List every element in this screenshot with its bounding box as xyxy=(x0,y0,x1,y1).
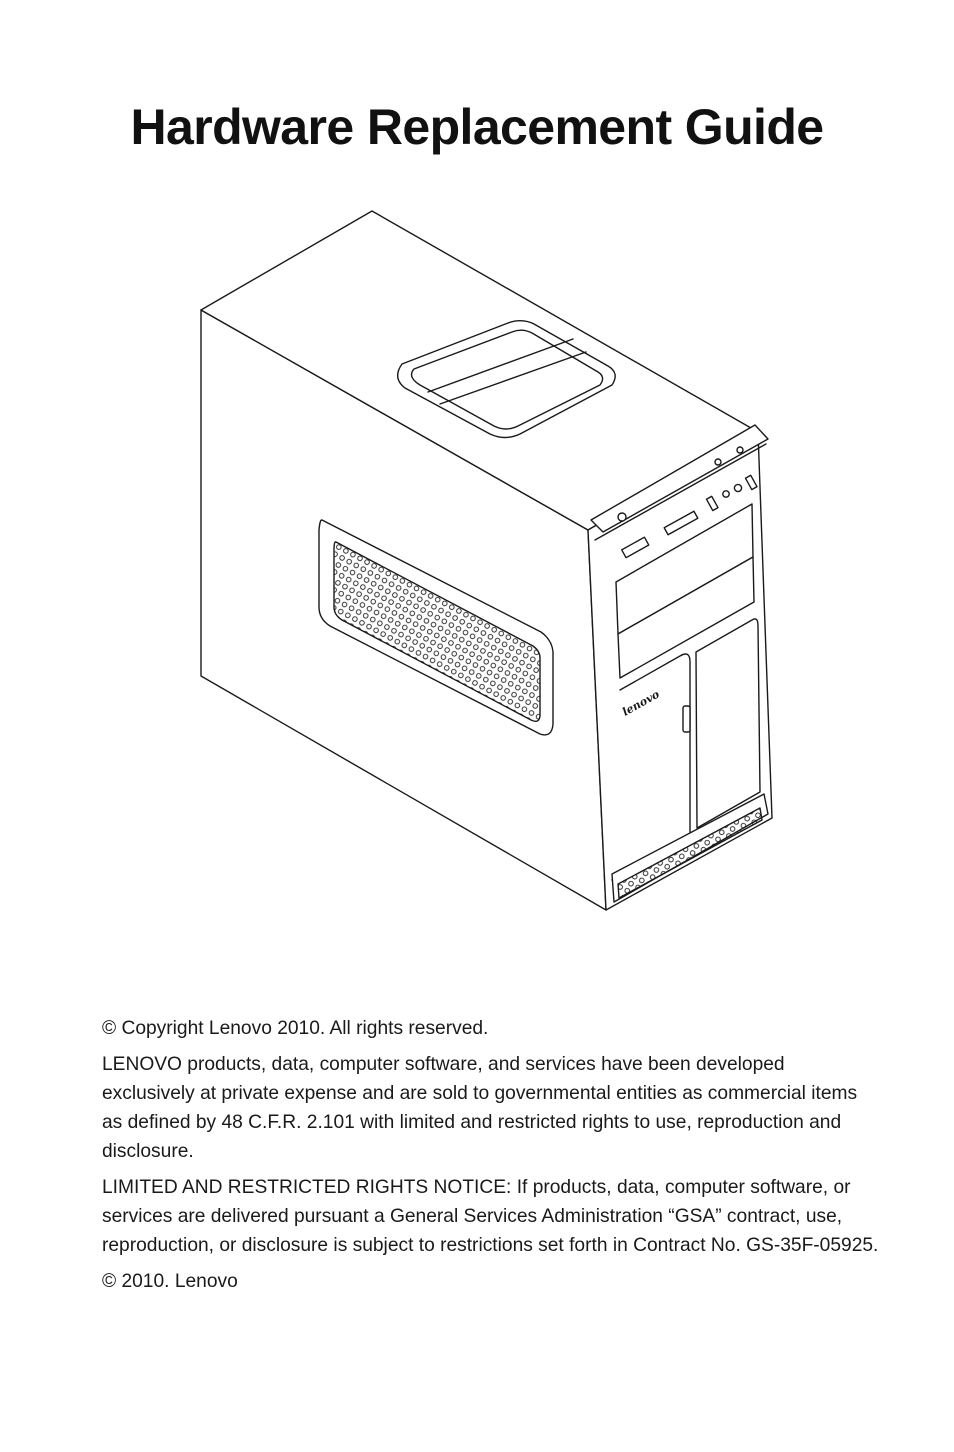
copyright-line: © Copyright Lenovo 2010. All rights reserved. xyxy=(102,1018,489,1039)
lenovo-logo: lenovo xyxy=(620,687,662,719)
restricted-rights-paragraph: LENOVO products, data, computer software, and services have been developed exclusively at private expense and are sold to governmental entities as commercial items as defined by 48 C.F.R. 2.101 with limited and restricted rights to use, reproduction and disclosure. xyxy=(102,1054,858,1162)
tower-computer-illustration xyxy=(190,205,780,920)
copyright-footer: © 2010. Lenovo xyxy=(102,1271,238,1292)
page-title: Hardware Replacement Guide xyxy=(130,99,824,155)
legal-notice xyxy=(102,1014,882,1303)
gsa-notice-paragraph: LIMITED AND RESTRICTED RIGHTS NOTICE: If products, data, computer software, or services are delivered pursuant a General Services Administration “GSA” contract, use, reproduction, or disclosure is subject to restrictions set forth in Contract No. GS-35F-05925. xyxy=(102,1177,879,1256)
